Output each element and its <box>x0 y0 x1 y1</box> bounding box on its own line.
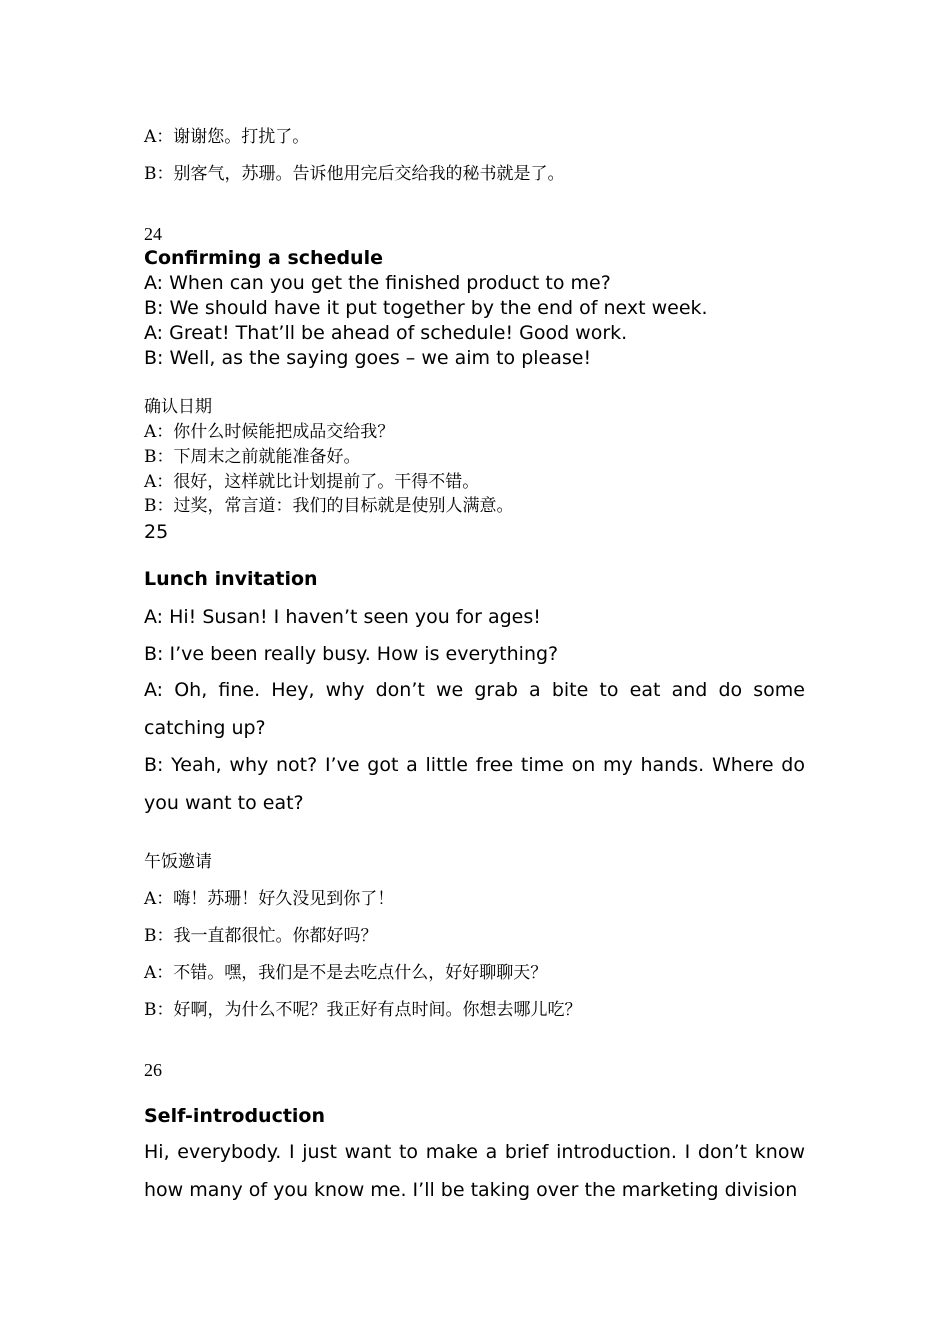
dialogue-line: A: Oh, fine. Hey, why don’t we grab a bite to eat and do some catching up? <box>144 679 805 739</box>
dialogue-line: B: I’ve been really busy. How is everything? <box>144 643 559 665</box>
dialogue-line: A: Hi! Susan! I haven’t seen you for ages! <box>144 606 541 628</box>
dialogue-line: B：过奖，常言道：我们的目标就是使别人满意。 <box>144 496 514 516</box>
section-number: 25 <box>144 521 169 543</box>
translation-title: 确认日期 <box>144 397 212 417</box>
dialogue-line: A：你什么时候能把成品交给我？ <box>144 422 395 442</box>
dialogue-line: B：下周末之前就能准备好。 <box>144 447 361 467</box>
dialogue-line: A：谢谢您。打扰了。 <box>144 127 310 147</box>
dialogue-line: A: Great! That’ll be ahead of schedule! Good work. <box>144 322 628 344</box>
section-title: Confirming a schedule <box>144 247 383 269</box>
dialogue-line: B: Well, as the saying goes – we aim to please! <box>144 347 592 369</box>
translation-title: 午饭邀请 <box>144 852 212 872</box>
section-title: Self-introduction <box>144 1105 326 1127</box>
dialogue-line: B：别客气，苏珊。告诉他用完后交给我的秘书就是了。 <box>144 164 565 184</box>
dialogue-line: A：很好，这样就比计划提前了。干得不错。 <box>144 472 480 492</box>
dialogue-line: A：不错。嘿，我们是不是去吃点什么，好好聊聊天？ <box>144 963 548 983</box>
section-number: 24 <box>144 224 162 244</box>
dialogue-line: B: Yeah, why not? I’ve got a little free time on my hands. Where do you want to eat? <box>144 754 805 814</box>
dialogue-line: B：好啊，为什么不呢？我正好有点时间。你想去哪儿吃？ <box>144 1000 582 1020</box>
section-title: Lunch invitation <box>144 568 318 590</box>
dialogue-line: B：我一直都很忙。你都好吗？ <box>144 926 378 946</box>
dialogue-line: B: We should have it put together by the end of next week. <box>144 297 708 319</box>
dialogue-line: A：嗨！苏珊！好久没见到你了！ <box>144 889 395 909</box>
dialogue-line: A: When can you get the finished product to me? <box>144 272 611 294</box>
paragraph: Hi, everybody. I just want to make a brief introduction. I don’t know how many of you know me. I’ll be taking over the marketing division <box>144 1141 805 1201</box>
section-number: 26 <box>144 1060 162 1080</box>
